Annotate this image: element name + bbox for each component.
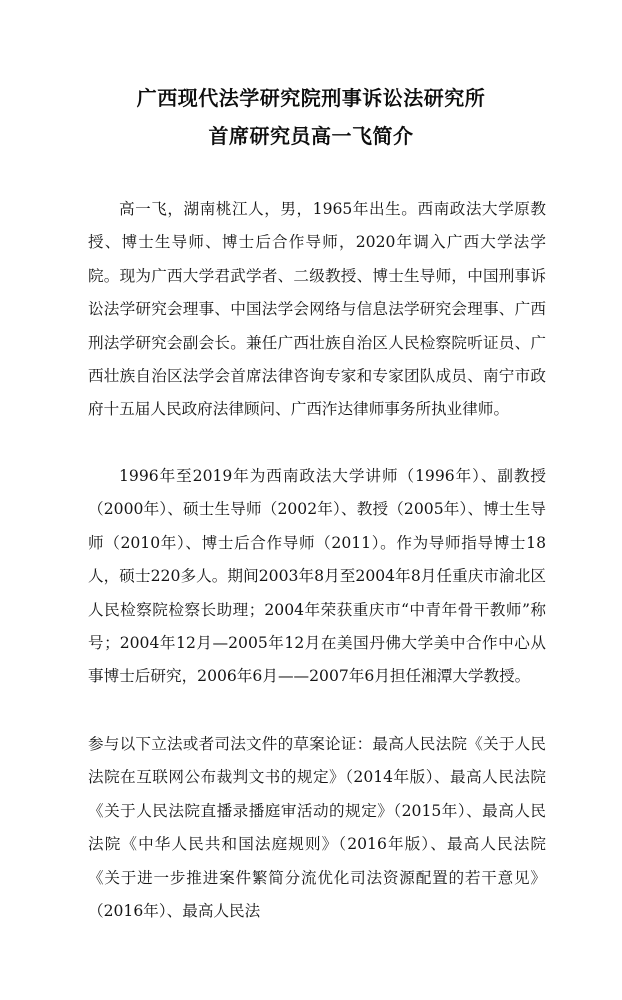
- document-title-line2: 首席研究员高一飞简介: [208, 124, 414, 148]
- paragraph-career: 1996年至2019年为西南政法大学讲师（1996年）、副教授（2000年）、硕士生导师（2002年）、教授（2005年）、博士生导师（2010年）、博士后合作导师（2011）。作为导师指导博士18人，硕士220多人。期间2003年8月至2004年8月任重庆市渝北区人民检察院检察长助理；2004年荣获重庆市“中青年骨干教师”称号；2004年12月—2005年12月在美国丹佛大学美中合作中心从事博士后研究，2006年6月——2007年6月担任湘潭大学教授。: [88, 467, 546, 686]
- paragraph-legislation: 参与以下立法或者司法文件的草案论证：最高人民法院《关于人民法院在互联网公布裁判文书的规定》（2014年版）、最高人民法院《关于人民法院直播录播庭审活动的规定》（2015年）、最高人民法院《中华人民共和国法庭规则》（2016年版）、最高人民法院《关于进一步推进案件繁简分流优化司法资源配置的若干意见》（2016年）、最高人民法: [88, 735, 546, 921]
- document-title-line1: 广西现代法学研究院刑事诉讼法研究所: [136, 86, 486, 110]
- paragraph-biography: 高一飞，湖南桃江人，男，1965年出生。西南政法大学原教授、博士生导师、博士后合作导师，2020年调入广西大学法学院。现为广西大学君武学者、二级教授、博士生导师，中国刑事诉讼法学研究会理事、中国法学会网络与信息法学研究会理事、广西刑法学研究会副会长。兼任广西壮族自治区人民检察院听证员、广西壮族自治区法学会首席法律咨询专家和专家团队成员、南宁市政府十五届人民政府法律顾问、广西泎达律师事务所执业律师。: [88, 200, 546, 419]
